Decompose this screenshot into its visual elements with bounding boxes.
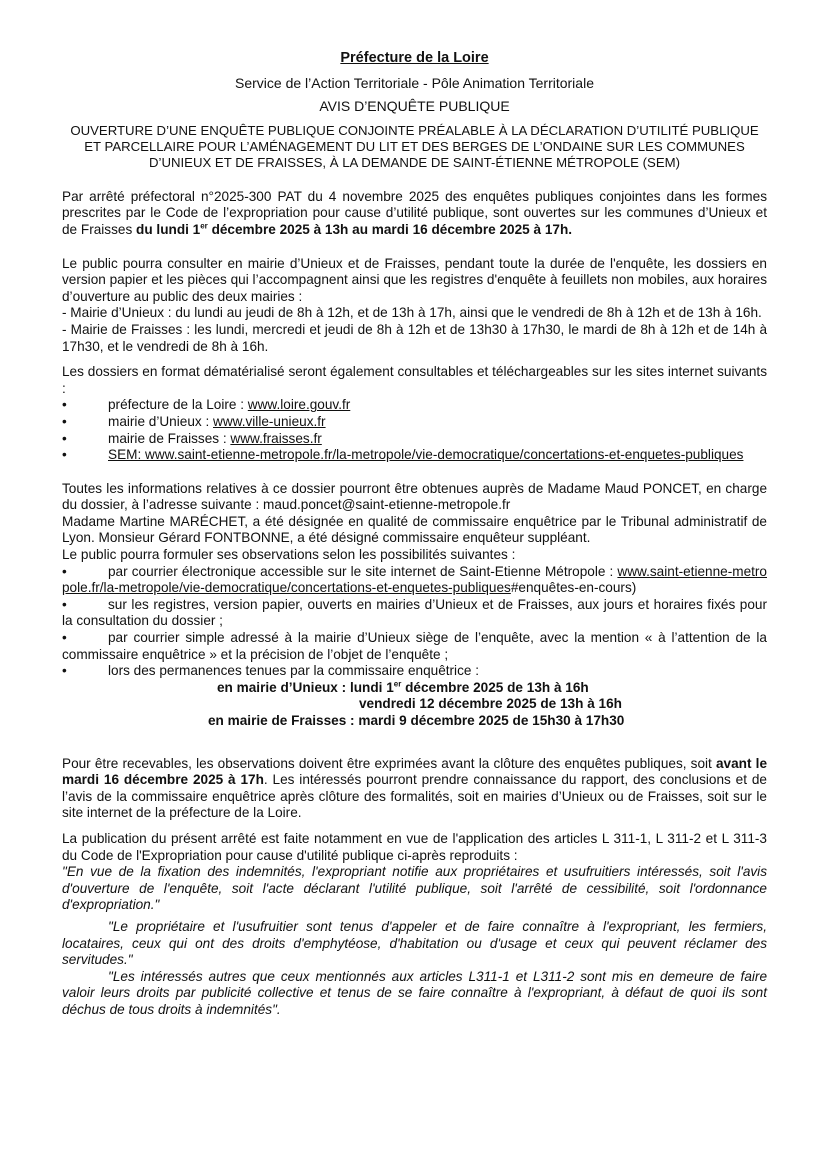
site-label: mairie de Fraisses : (108, 430, 231, 446)
dates-sup: er (200, 221, 208, 231)
site-link[interactable]: www.fraisses.fr (230, 430, 322, 446)
site-link[interactable]: www.loire.gouv.fr (247, 397, 351, 413)
bullet: • (62, 630, 67, 646)
permanence-unieux-1 (62, 680, 767, 697)
site-link[interactable]: SEM: www.saint-etienne-metropole.fr/la-metropole/vie-democratique/concertations-et-enquetes-publiques (108, 447, 744, 463)
perm-text: en mairie d’Unieux : lundi 1 (217, 679, 394, 695)
site-label: préfecture de la Loire : (108, 397, 248, 413)
list-item (62, 397, 767, 414)
site-label: mairie d’Unieux : (108, 413, 214, 429)
list-item (62, 431, 767, 448)
paragraph-observations: Le public pourra formuler ses observations selon les possibilités suivantes : (62, 547, 516, 563)
bullet: • (62, 397, 67, 413)
perm-sup: er (393, 679, 402, 689)
permanence-unieux-2: vendredi 12 décembre 2025 de 13h à 16h (359, 696, 622, 712)
arrete-text: Par arrêté préfectoral n°2025-300 PAT du 4 novembre 2025 des enquêtes publiques conjointes dans les formes prescrites par le Code de l’expropriation pour cause d’utilité publique, sont ouvertes sur les communes d’Unieux et de Fraisses (62, 188, 767, 237)
deadline: avant le mardi 16 décembre 2025 à 17h (62, 755, 768, 788)
quote-l311-1: "En vue de la fixation des indemnités, l'expropriant notifie aux propriétaires et usufruitiers intéressés, soit l'avis d'ouverture de l'enquête, soit l'acte déclarant l'utilité publique, soit l'arrêté de cessibilité, soit l'ordonnance d'expropriation." (62, 864, 767, 913)
enquete-object: OUVERTURE D’UNE ENQUÊTE PUBLIQUE CONJOINTE PRÉALABLE À LA DÉCLARATION D’UTILITÉ PUBLIQUE ET PARCELLAIRE POUR L’AMÉNAGEMENT DU LIT ET DES BERGES DE L’ONDAINE SUR LES COMMUNES D’UNIEUX ET DE FRAISSES, À LA DEMANDE DE SAINT-ÉTIENNE MÉTROPOLE (SEM) (70, 122, 759, 170)
paragraph-consultation: Le public pourra consulter en mairie d’Unieux et de Fraisses, pendant toute la durée de l'enquête, les dossiers en version papier et les pièces qui l’accompagnent ainsi que les registres d'enquête à feuillets non mobiles, aux horaires d’ouverture au public des deux mairies : (62, 255, 767, 304)
list-item (62, 414, 767, 431)
bullet: • (62, 563, 67, 579)
bullet: • (62, 430, 67, 446)
bullet: • (62, 596, 67, 612)
paragraph-arrete (62, 189, 767, 239)
quote-l311-2: "Le propriétaire et l'usufruitier sont tenus d'appeler et de faire connaître à l'expropriant, les fermiers, locataires, ceux qui ont des droits d'emphytéose, d'habitation ou d'usage et ceux qui peuvent réclamer des servitudes." (62, 918, 767, 968)
bullet: • (62, 663, 67, 679)
obs-text: lors des permanences tenues par la commissaire enquêtrice : (108, 663, 479, 679)
avis-heading: AVIS D’ENQUÊTE PUBLIQUE (319, 98, 510, 115)
list-item (62, 630, 767, 663)
site-list (62, 397, 767, 463)
obs-text: sur les registres, version papier, ouverts en mairies d’Unieux et de Fraisses, aux jours et horaires fixés pour la consultation du dossier ; (62, 596, 767, 629)
obs-link[interactable]: www.saint-etienne-metropole.fr/la-metropole/vie-democratique/concertations-et-enquetes-publiques (62, 563, 767, 596)
obs-text: par courrier électronique accessible sur le site internet de Saint-Etienne Métropole : (108, 563, 618, 579)
hours-unieux: - Mairie d’Unieux : du lundi au jeudi de 8h à 12h, et de 13h à 17h, ainsi que le vendredi de 8h à 12h et de 13h à 16h. (62, 305, 762, 321)
paragraph-commissaire: Madame Martine MARÉCHET, a été désignée en qualité de commissaire enquêtrice par le Tribunal administratif de Lyon. Monsieur Gérard FONTBONNE, a été désigné commissaire enquêteur suppléant. (62, 513, 767, 546)
recevables-text: . Les intéressés pourront prendre connaissance du rapport, des conclusions et de l’avis de la commissaire enquêtrice après clôture des formalités, soit en mairies d’Unieux ou de Fraisses, soit sur le site internet de la préfecture de la Loire. (62, 772, 767, 821)
obs-text: par courrier simple adressé à la mairie d’Unieux siège de l’enquête, avec la mention « à l’attention de la commissaire enquêtrice » et la précision de l’objet de l’enquête ; (62, 630, 767, 662)
permanence-fraisses: en mairie de Fraisses : mardi 9 décembre 2025 de 15h30 à 17h30 (208, 713, 625, 728)
list-item (62, 564, 767, 597)
site-link[interactable]: www.ville-unieux.fr (213, 413, 326, 429)
bullet: • (62, 413, 67, 429)
perm-text: décembre 2025 de 13h à 16h (401, 679, 589, 695)
dates-end: décembre 2025 à 13h au mardi 16 décembre 2025 à 17h. (207, 221, 573, 237)
document-title: Préfecture de la Loire (340, 50, 489, 66)
bullet: • (62, 447, 67, 463)
paragraph-online: Les dossiers en format dématérialisé seront également consultables et téléchargeables sur les sites internet suivants : (62, 364, 767, 396)
paragraph-info: Toutes les informations relatives à ce dossier pourront être obtenues auprès de Madame Maud PONCET, en charge du dossier, à l’adresse suivante : maud.poncet@saint-etienne-metropole.fr (62, 480, 767, 513)
enquete-dates (136, 222, 572, 237)
paragraph-recevables (62, 756, 767, 822)
recevables-text: Pour être recevables, les observations doivent être exprimées avant la clôture des enquêtes publiques, soit (62, 755, 716, 771)
list-item (62, 663, 767, 680)
list-item (62, 597, 767, 630)
service-line: Service de l’Action Territoriale - Pôle Animation Territoriale (235, 74, 594, 91)
quote-l311-3: "Les intéressés autres que ceux mentionnés aux articles L311-1 et L311-2 sont mis en demeure de faire valoir leurs droits par publicité collective et tenus de se faire connaître à l'expropriant, à défaut de quoi ils sont déchus de tous droits à indemnités". (62, 968, 767, 1017)
list-item (62, 447, 767, 464)
paragraph-publication: La publication du présent arrêté est faite notamment en vue de l'application des articles L 311-1, L 311-2 et L 311-3 du Code de l'Expropriation pour cause d'utilité publique ci-après reproduits : (62, 830, 767, 863)
hours-fraisses: - Mairie de Fraisses : les lundi, mercredi et jeudi de 8h à 12h et de 13h30 à 17h30, le mardi de 8h à 12h et de 14h à 17h30, et le vendredi de 8h à 16h. (62, 321, 767, 354)
obs-tail: #enquêtes-en-cours) (510, 580, 637, 596)
dates-start: du lundi 1 (136, 221, 201, 237)
document-page (62, 50, 767, 1019)
